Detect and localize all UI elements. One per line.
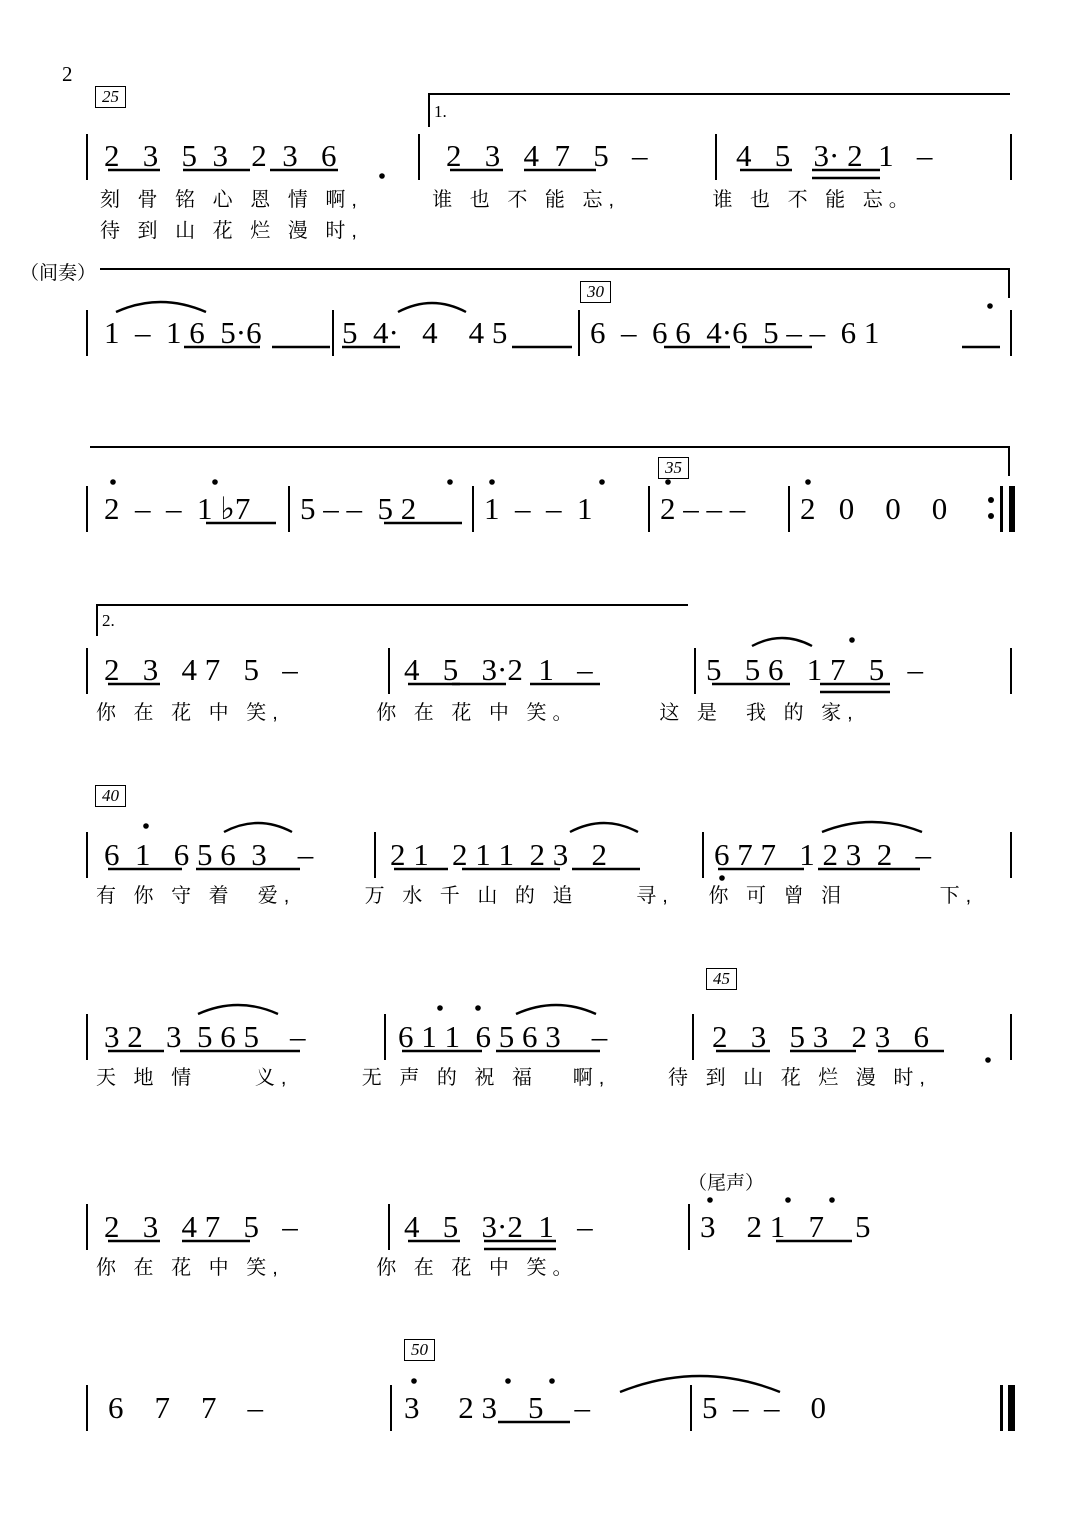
barline	[86, 310, 88, 356]
coda-annotation: （尾声）	[688, 1173, 765, 1194]
barline	[1010, 1014, 1012, 1060]
barline	[86, 1204, 88, 1250]
system-7-notes-c: 3 2 1 7 5	[700, 1209, 871, 1244]
ending-label-2: 2.	[102, 611, 115, 630]
system-2-notes-b: 5 4· 4 4 5	[342, 315, 508, 350]
measure-marker-50: 50	[404, 1339, 435, 1361]
measure-marker-25: 25	[95, 86, 126, 108]
barline	[1010, 134, 1012, 180]
measure-marker-40: 40	[95, 785, 126, 807]
system-6-notes-a: 3 2 3 5 6 5 –	[104, 1019, 306, 1054]
system-7-notes-a: 2 3 4 7 5 –	[104, 1209, 298, 1244]
first-ending-bracket-hook	[428, 93, 430, 127]
final-barline-thin	[1000, 1385, 1003, 1431]
repeat-barline-thin	[1000, 486, 1003, 532]
second-ending-bracket-hook	[96, 604, 98, 636]
barline	[702, 832, 704, 878]
repeat-dots	[988, 497, 994, 529]
system-3-notes-c: 1 – – 1	[484, 491, 593, 526]
barline	[86, 486, 88, 532]
system-4-notes-a: 2 3 4 7 5 –	[104, 652, 298, 687]
system-6-notes-c: 2 3 5 3 2 3 6	[712, 1019, 929, 1054]
barline	[86, 648, 88, 694]
system-1-notes: 2 3 5 3 2 3 6	[104, 138, 337, 173]
system-8-notes-b: 3 2 3 5 –	[404, 1390, 590, 1425]
system-2-notes-a: 1 – 1 6 5·6	[104, 315, 262, 350]
system-3-notes-b: 5 – – 5 2	[300, 491, 417, 526]
system-4-notes-b: 4 5 3·2 1 –	[404, 652, 593, 687]
barline	[390, 1385, 392, 1431]
second-ending-bracket	[96, 604, 688, 606]
barline	[692, 1014, 694, 1060]
barline	[688, 1204, 690, 1250]
barline	[86, 1385, 88, 1431]
barline	[472, 486, 474, 532]
barline	[418, 134, 420, 180]
barline	[648, 486, 650, 532]
system-8-notes-a: 6 7 7 –	[108, 1390, 263, 1425]
system-1-lyrics-1: 刻 骨 铭 心 恩 情 啊, 谁 也 不 能 忘, 谁 也 不 能 忘。	[100, 189, 915, 211]
barline	[690, 1385, 692, 1431]
barline	[1010, 832, 1012, 878]
system-7-lyrics: 你 在 花 中 笑, 你 在 花 中 笑。	[96, 1257, 579, 1279]
barline	[86, 832, 88, 878]
system-3-notes-d: 2 – – –	[660, 491, 746, 526]
system-5-notes-a: 6 1 6 5 6 3 –	[104, 837, 314, 872]
barline	[86, 134, 88, 180]
barline	[86, 1014, 88, 1060]
system-4-notes-c: 5 5 6 1 7 5 –	[706, 652, 923, 687]
barline	[578, 310, 580, 356]
system-2-notes-c: 6 – 6 6 4·6 5 – – 6 1	[590, 315, 880, 350]
barline	[332, 310, 334, 356]
repeat-barline-thick	[1009, 486, 1015, 532]
system-5-notes-c: 6 7 7 1 2 3 2 –	[714, 837, 931, 872]
ending-label-1: 1.	[434, 102, 447, 121]
system-5-lyrics: 有 你 守 着 爱, 万 水 千 山 的 追 寻, 你 可 曾 泪 下,	[96, 885, 978, 907]
barline	[374, 832, 376, 878]
barline	[715, 134, 717, 180]
system-7-notes-b: 4 5 3·2 1 –	[404, 1209, 593, 1244]
barline	[388, 1204, 390, 1250]
first-ending-bracket	[428, 93, 1010, 95]
system-4-lyrics: 你 在 花 中 笑, 你 在 花 中 笑。 这 是 我 的 家,	[96, 702, 859, 724]
system-3-notes-e: 2 0 0 0	[800, 491, 948, 526]
barline	[1010, 310, 1012, 356]
system-8-notes-c: 5 – – 0	[702, 1390, 826, 1425]
final-barline-thick	[1008, 1385, 1015, 1431]
system-6-notes-b: 6 1 1 6 5 6 3 –	[398, 1019, 608, 1054]
system-5-notes-b: 2 1 2 1 1 2 3 2	[390, 837, 607, 872]
system-1-notes-b: 2 3 4 7 5 –	[446, 138, 648, 173]
system-6-lyrics: 天 地 情 义, 无 声 的 祝 福 啊, 待 到 山 花 烂 漫 时,	[96, 1067, 931, 1089]
interlude-annotation: （间奏）	[20, 263, 97, 284]
system-1-lyrics-2: 待 到 山 花 烂 漫 时,	[100, 220, 363, 242]
system-3-notes-a: 2 – – 1 ♭7	[104, 491, 251, 526]
barline	[384, 1014, 386, 1060]
measure-marker-35: 35	[658, 457, 689, 479]
system-2-top-bracket	[100, 268, 1010, 270]
barline	[694, 648, 696, 694]
barline	[788, 486, 790, 532]
barline	[288, 486, 290, 532]
system-2-bracket-hook	[1008, 268, 1010, 298]
page-number: 2	[62, 62, 73, 86]
measure-marker-30: 30	[580, 281, 611, 303]
measure-marker-45: 45	[706, 968, 737, 990]
system-3-bracket-hook	[1008, 446, 1010, 476]
system-1-notes-c: 4 5 3· 2 1 –	[736, 138, 933, 173]
system-3-top-bracket	[90, 446, 1010, 448]
barline	[388, 648, 390, 694]
barline	[1010, 648, 1012, 694]
